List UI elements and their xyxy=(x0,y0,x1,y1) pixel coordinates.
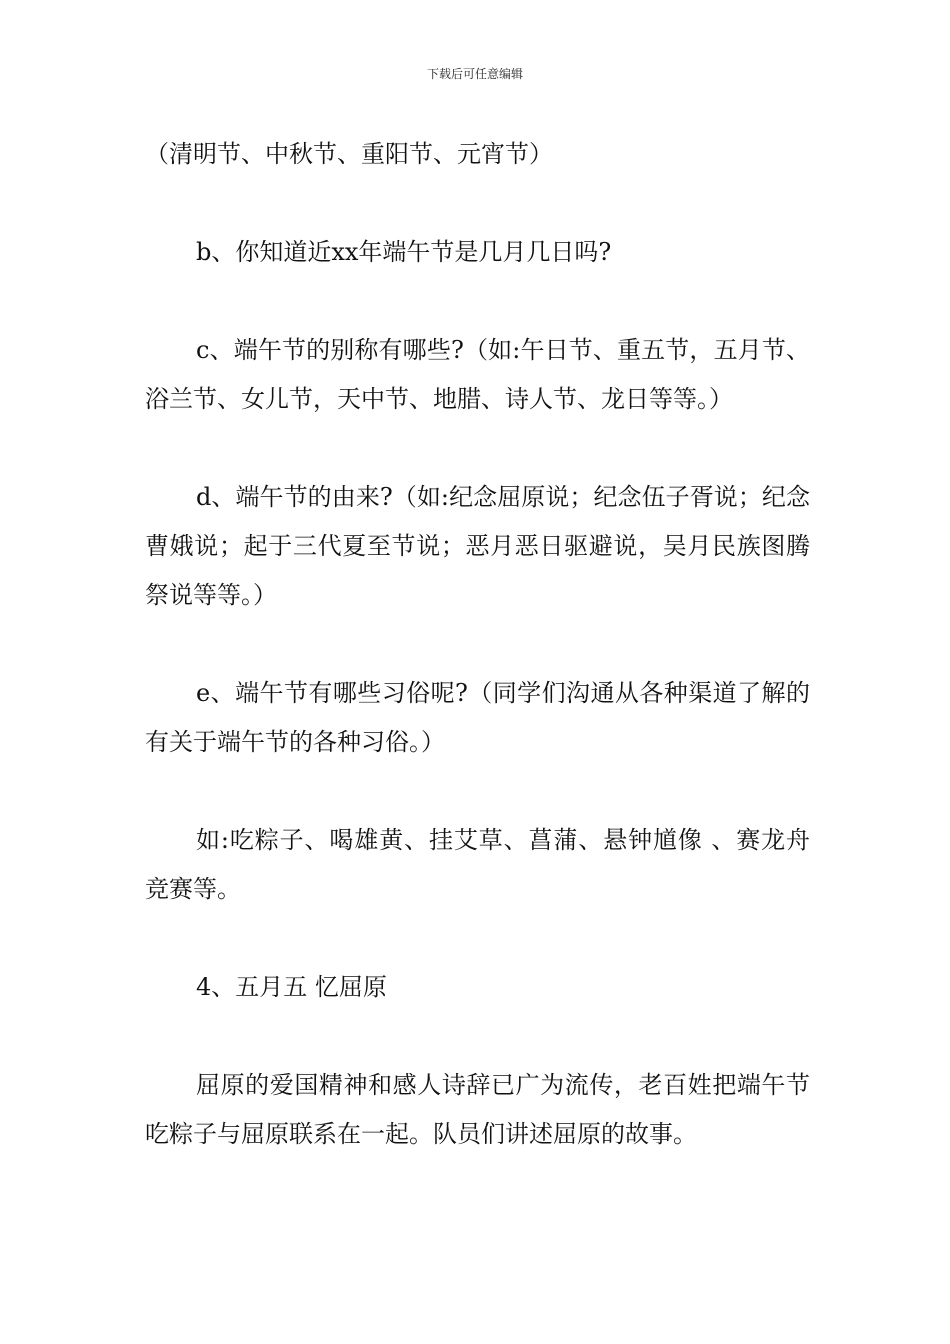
paragraph-festivals-list: （清明节、中秋节、重阳节、元宵节） xyxy=(145,140,553,168)
section-heading-4: 4、五月五 忆屈原 xyxy=(196,973,387,1001)
document-body xyxy=(145,130,810,1159)
paragraph-question-c: c、端午节的别称有哪些?（如:午日节、重五节，五月节、浴兰节、女儿节，天中节、地腊、诗人节、龙日等等。） xyxy=(145,336,810,413)
paragraph-gap xyxy=(145,767,810,816)
paragraph-gap xyxy=(145,914,810,963)
paragraph-gap xyxy=(145,424,810,473)
paragraph-question-e: e、端午节有哪些习俗呢?（同学们沟通从各种渠道了解的有关于端午节的各种习俗。） xyxy=(145,679,810,756)
paragraph-gap xyxy=(145,277,810,326)
paragraph-gap xyxy=(145,1012,810,1061)
paragraph-gap xyxy=(145,620,810,669)
page-header-note: 下载后可任意编辑 xyxy=(426,67,523,81)
paragraph-customs-examples: 如:吃粽子、喝雄黄、挂艾草、菖蒲、悬钟馗像 、赛龙舟竞赛等。 xyxy=(145,826,810,903)
paragraph-quyuan-story: 屈原的爱国精神和感人诗辞已广为流传，老百姓把端午节吃粽子与屈原联系在一起。队员们讲述屈原的故事。 xyxy=(145,1071,810,1148)
paragraph-question-d: d、端午节的由来?（如:纪念屈原说；纪念伍子胥说；纪念曹娥说；起于三代夏至节说；恶月恶日驱避说，吴月民族图腾祭说等等。） xyxy=(145,483,810,609)
paragraph-question-b: b、你知道近xx年端午节是几月几日吗? xyxy=(196,238,612,266)
paragraph-gap xyxy=(145,179,810,228)
